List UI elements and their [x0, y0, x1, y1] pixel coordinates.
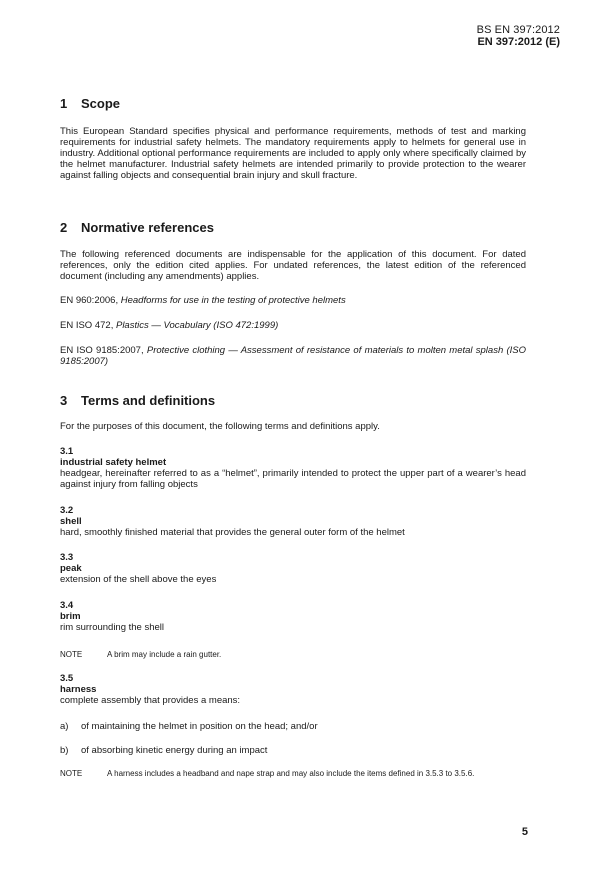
term-entry: [60, 552, 526, 585]
standard-ref-bs: BS EN 397:2012: [476, 24, 560, 36]
list-item: [60, 745, 267, 756]
list-text: of maintaining the helmet in position on the head; and/or: [81, 721, 318, 732]
harness-note: [60, 769, 526, 779]
section-title: Normative references: [81, 220, 214, 235]
section-title: Terms and definitions: [81, 393, 216, 408]
term-note: [60, 650, 526, 660]
list-marker: b): [60, 745, 69, 756]
note-label: NOTE: [60, 769, 83, 778]
term-definition: complete assembly that provides a means:: [60, 695, 241, 706]
section-number: 3: [60, 393, 68, 408]
section-number: 1: [60, 96, 68, 111]
reference-code: EN 960:2006,: [60, 295, 119, 306]
reference-title: Headforms for use in the testing of protective helmets: [120, 295, 346, 306]
reference-title: Protective clothing — Assessment of resistance of materials to molten metal splash (ISO 9185:2007): [60, 345, 527, 367]
section-heading-terms: [60, 393, 215, 408]
list-text: of absorbing kinetic energy during an impact: [81, 745, 268, 756]
term-definition: rim surrounding the shell: [60, 622, 165, 633]
page-number: 5: [521, 826, 528, 838]
reference-code: EN ISO 9185:2007,: [60, 345, 144, 356]
term-definition: hard, smoothly finished material that provides the general outer form of the helmet: [60, 527, 405, 538]
term-number: 3.5: [60, 673, 74, 684]
note-text: A harness includes a headband and nape strap and may also include the items defined in 3.5.3 to 3.5.6.: [107, 769, 475, 778]
reference-title: Plastics — Vocabulary (ISO 472:1999): [115, 320, 279, 331]
reference-entry: [60, 320, 526, 331]
note-label: NOTE: [60, 650, 83, 659]
reference-code: EN ISO 472,: [60, 320, 114, 331]
term-entry: [60, 600, 526, 633]
list-item: [60, 721, 318, 732]
term-number: 3.3: [60, 552, 74, 563]
section-title: Scope: [81, 96, 121, 111]
term-entry: [60, 446, 526, 490]
list-marker: a): [60, 721, 69, 732]
reference-entry: [60, 345, 526, 367]
term-definition: headgear, hereinafter referred to as a “helmet”, primarily intended to protect the upper part of a wearer’s head against injury from falling objects: [60, 468, 526, 490]
term-entry: [60, 505, 526, 538]
reference-entry: [60, 295, 526, 306]
terms-intro: For the purposes of this document, the following terms and definitions apply.: [60, 421, 380, 432]
term-number: 3.4: [60, 600, 74, 611]
term-number: 3.1: [60, 446, 74, 457]
term-number: 3.2: [60, 505, 74, 516]
normative-paragraph: The following referenced documents are indispensable for the application of this document. For dated references, only the edition cited applies. For undated references, the latest edition of the referenced document (including any amendments) applies.: [60, 249, 526, 282]
standard-ref-en: EN 397:2012 (E): [477, 36, 560, 48]
section-number: 2: [60, 220, 68, 235]
note-text: A brim may include a rain gutter.: [107, 650, 222, 659]
term-definition: extension of the shell above the eyes: [60, 574, 217, 585]
term-name: harness: [60, 684, 97, 695]
term-name: brim: [60, 611, 81, 622]
scope-paragraph: This European Standard specifies physical and performance requirements, methods of test and marking requirements for industrial safety helmets. The mandatory requirements apply to helmets for general use in industry. Additional optional performance requirements are included to apply only where specifically claimed by the helmet manufacturer. Industrial safety helmets are intended primarily to provide protection to the wearer against falling objects and consequential brain injury and skull fracture.: [60, 126, 526, 181]
section-heading-normative: [60, 220, 214, 235]
section-heading-scope: [60, 96, 120, 111]
term-name: shell: [60, 516, 82, 527]
term-name: industrial safety helmet: [60, 457, 167, 468]
term-name: peak: [60, 563, 82, 574]
term-entry: [60, 673, 526, 706]
